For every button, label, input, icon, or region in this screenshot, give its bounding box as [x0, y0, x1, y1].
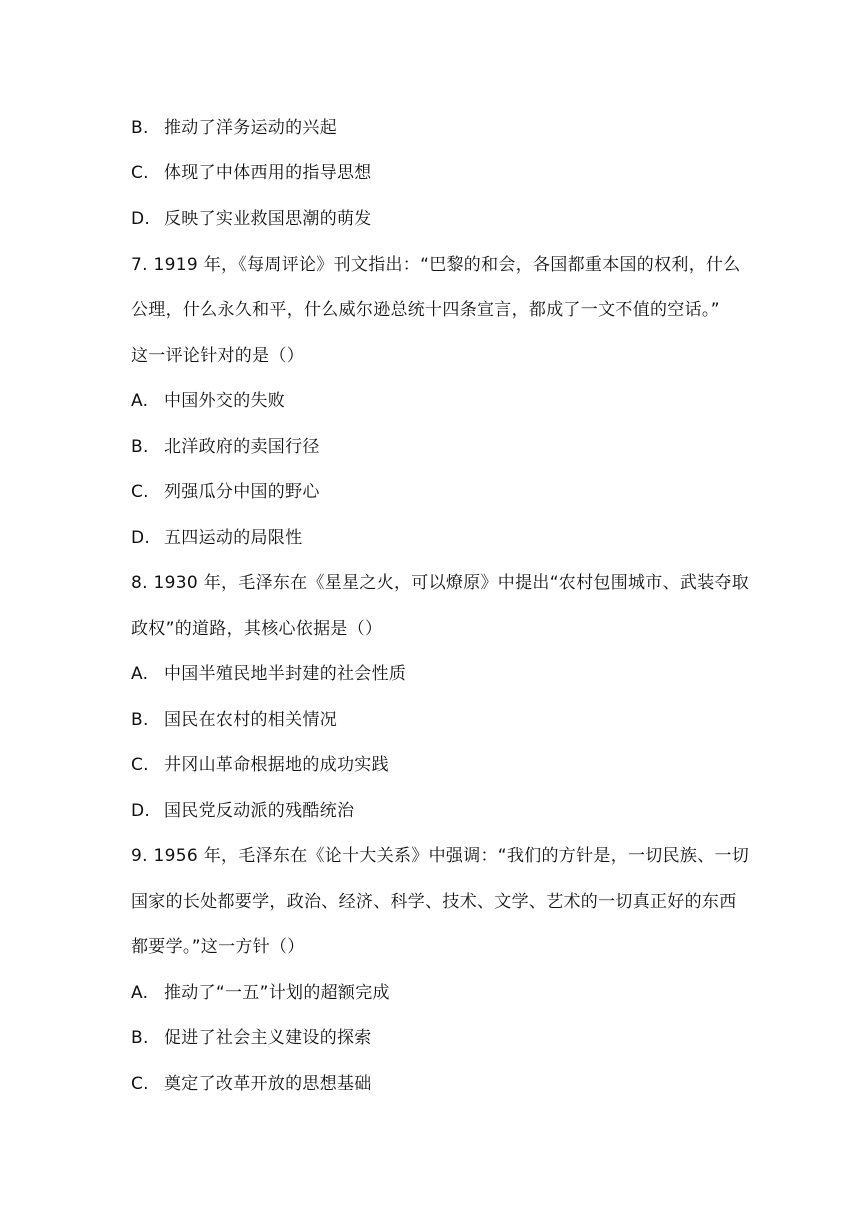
question-9-stem-line-1: 9. 1956 年，毛泽东在《论十大关系》中强调：“我们的方针是，一切民族、一切 — [131, 846, 750, 866]
question-9-stem-line-2: 国家的长处都要学，政治、经济、科学、技术、文学、艺术的一切真正好的东西 — [131, 892, 737, 912]
option-letter: B. — [131, 1028, 149, 1048]
option-text: 促进了社会主义建设的探索 — [164, 1028, 372, 1048]
option-8a — [131, 662, 791, 686]
option-text: 体现了中体西用的指导思想 — [164, 163, 372, 183]
option-text: 北洋政府的卖国行径 — [164, 437, 320, 457]
option-7d — [131, 526, 791, 550]
option-letter: D. — [131, 209, 151, 229]
option-6b — [131, 116, 791, 140]
option-7b — [131, 435, 791, 459]
option-letter: A. — [131, 391, 149, 411]
option-text: 井冈山革命根据地的成功实践 — [164, 755, 389, 775]
option-letter: B. — [131, 437, 149, 457]
option-7a — [131, 389, 791, 413]
option-text: 中国外交的失败 — [164, 391, 286, 411]
option-letter: B. — [131, 118, 149, 138]
option-letter: C. — [131, 755, 149, 775]
option-text: 中国半殖民地半封建的社会性质 — [164, 664, 407, 684]
option-6d — [131, 207, 791, 231]
option-letter: C. — [131, 1074, 149, 1094]
option-letter: A. — [131, 664, 149, 684]
option-text: 推动了洋务运动的兴起 — [164, 118, 337, 138]
option-letter: D. — [131, 528, 151, 548]
question-7-stem-line-1: 7. 1919 年，《每周评论》刊文指出：“巴黎的和会，各国都重本国的权利，什么 — [131, 255, 741, 275]
option-8b — [131, 708, 791, 732]
option-letter: C. — [131, 163, 149, 183]
option-8d — [131, 799, 791, 823]
question-9-stem-line-3: 都要学。”这一方针（） — [131, 937, 305, 957]
option-letter: A. — [131, 983, 149, 1003]
option-text: 列强瓜分中国的野心 — [164, 482, 320, 502]
option-9b — [131, 1026, 791, 1050]
option-9a — [131, 981, 791, 1005]
option-text: 反映了实业救国思潮的萌发 — [164, 209, 372, 229]
option-text: 奠定了改革开放的思想基础 — [164, 1074, 372, 1094]
question-7-stem-line-3: 这一评论针对的是（） — [131, 346, 304, 366]
option-7c — [131, 480, 791, 504]
option-letter: D. — [131, 801, 151, 821]
question-8-stem-line-2: 政权”的道路，其核心依据是（） — [131, 619, 383, 639]
question-8-stem-line-1: 8. 1930 年，毛泽东在《星星之火，可以燎原》中提出“农村包围城市、武装夺取 — [131, 573, 750, 593]
option-9c — [131, 1072, 791, 1096]
option-letter: C. — [131, 482, 149, 502]
option-text: 国民党反动派的残酷统治 — [164, 801, 355, 821]
option-text: 国民在农村的相关情况 — [164, 710, 337, 730]
option-letter: B. — [131, 710, 149, 730]
option-text: 推动了“一五”计划的超额完成 — [164, 983, 390, 1003]
question-7-stem-line-2: 公理，什么永久和平，什么威尔逊总统十四条宣言，都成了一文不值的空话。” — [131, 300, 720, 320]
option-text: 五四运动的局限性 — [164, 528, 303, 548]
option-6c — [131, 161, 791, 185]
option-8c — [131, 753, 791, 777]
